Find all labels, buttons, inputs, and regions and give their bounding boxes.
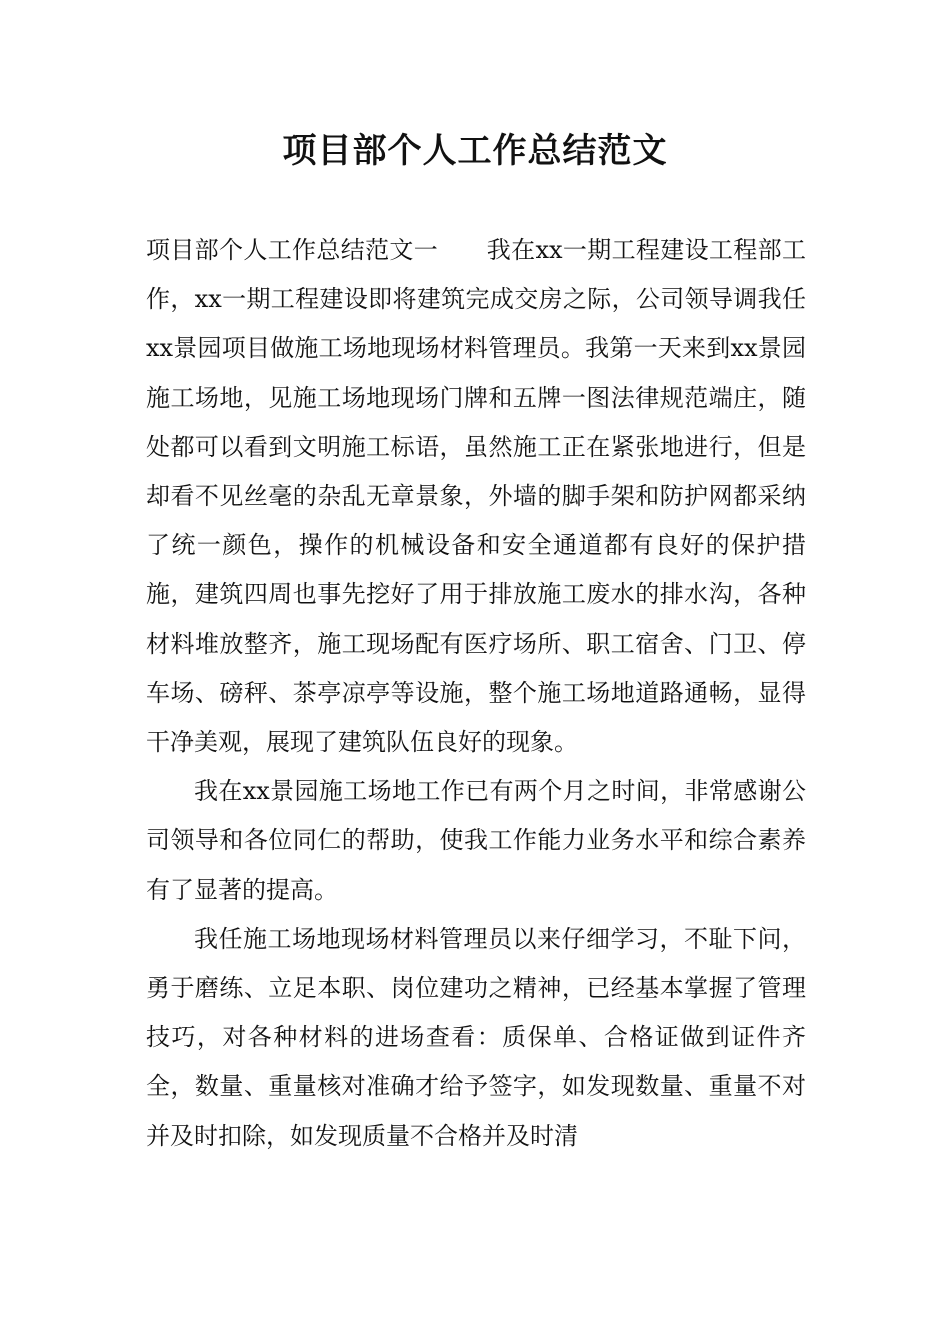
document-title: 项目部个人工作总结范文 xyxy=(282,131,668,171)
paragraph-3: 我任施工场地现场材料管理员以来仔细学习，不耻下问，勇于磨练、立足本职、岗位建功之精神，已经基本掌握了管理技巧，对各种材料的进场查看：质保单、合格证做到证件齐全，数量、重量核对准确才给予签字，如发现数量、重量不对并及时扣除，如发现质量不合格并及时清 xyxy=(146,924,806,1150)
paragraph-1: 项目部个人工作总结范文一 我在xx一期工程建设工程部工作，xx一期工程建设即将建筑完成交房之际，公司领导调我任xx景园项目做施工场地现场材料管理员。我第一天来到xx景园施工场地，见施工场地现场门牌和五牌一图法律规范端庄，随处都可以看到文明施工标语，虽然施工正在紧张地进行，但是却看不见丝毫的杂乱无章景象，外墙的脚手架和防护网都采纳了统一颜色，操作的机械设备和安全通道都有良好的保护措施，建筑四周也事先挖好了用于排放施工废水的排水沟，各种材料堆放整齐，施工现场配有医疗场所、职工宿舍、门卫、停车场、磅秤、茶亭凉亭等设施，整个施工场地道路通畅，显得干净美观，展现了建筑队伍良好的现象。 xyxy=(146,236,806,757)
document-body xyxy=(146,226,806,1161)
paragraph-2: 我在xx景园施工场地工作已有两个月之时间，非常感谢公司领导和各位同仁的帮助，使我工作能力业务水平和综合素养有了显著的提高。 xyxy=(146,777,806,904)
